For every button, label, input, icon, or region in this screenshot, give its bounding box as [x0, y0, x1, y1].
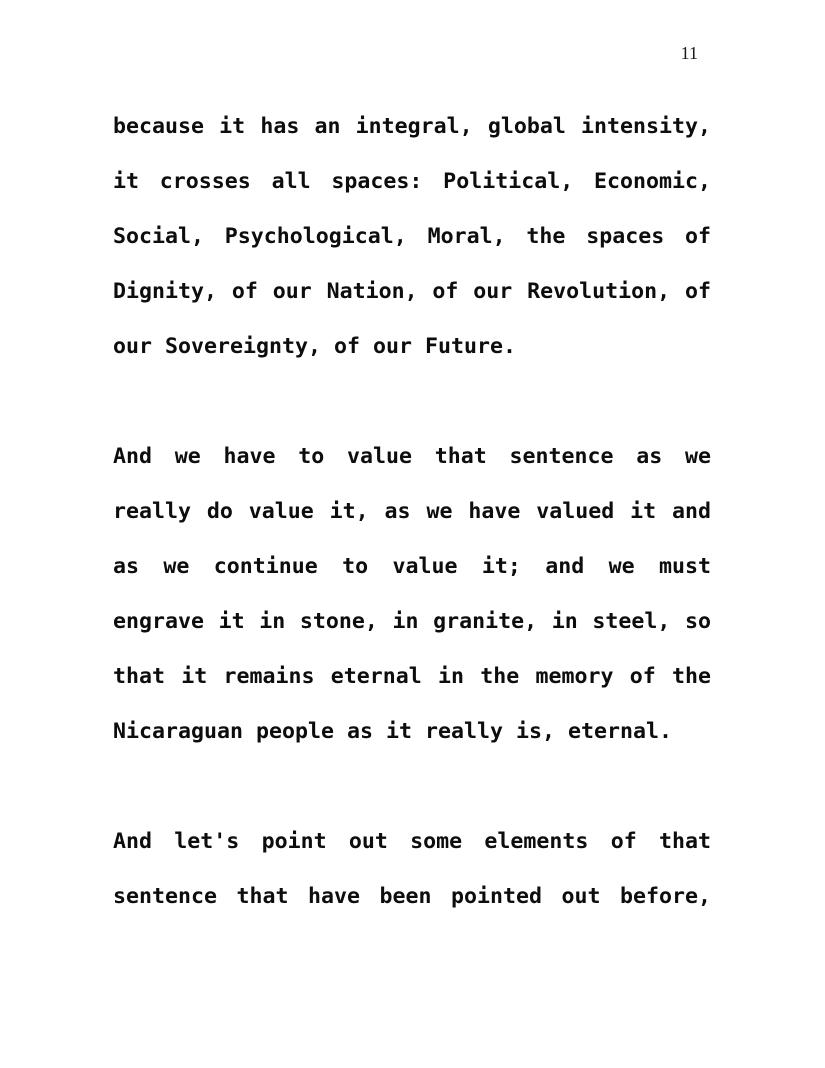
text-line: our Sovereignty, of our Future. — [113, 334, 517, 359]
paragraph-1 — [113, 99, 711, 374]
text-line: it crosses all spaces: Political, Economic, — [113, 169, 711, 194]
text-line: as we continue to value it; and we must — [113, 554, 711, 579]
text-line: really do value it, as we have valued it and — [113, 499, 711, 524]
paragraph-3 — [113, 814, 711, 924]
text-line: because it has an integral, global intensity, — [113, 114, 711, 139]
text-line: sentence that have been pointed out before, — [113, 884, 711, 909]
paragraph-2 — [113, 429, 711, 759]
document-body — [113, 99, 711, 924]
text-line: that it remains eternal in the memory of the — [113, 664, 711, 689]
text-line: And let's point out some elements of that — [113, 829, 711, 854]
text-line: Social, Psychological, Moral, the spaces of — [113, 224, 711, 249]
text-line: Nicaraguan people as it really is, eternal. — [113, 719, 673, 744]
page-number: 11 — [680, 43, 698, 63]
text-line: engrave it in stone, in granite, in steel, so — [113, 609, 711, 634]
text-line: And we have to value that sentence as we — [113, 444, 711, 469]
text-line: Dignity, of our Nation, of our Revolution, of — [113, 279, 711, 304]
